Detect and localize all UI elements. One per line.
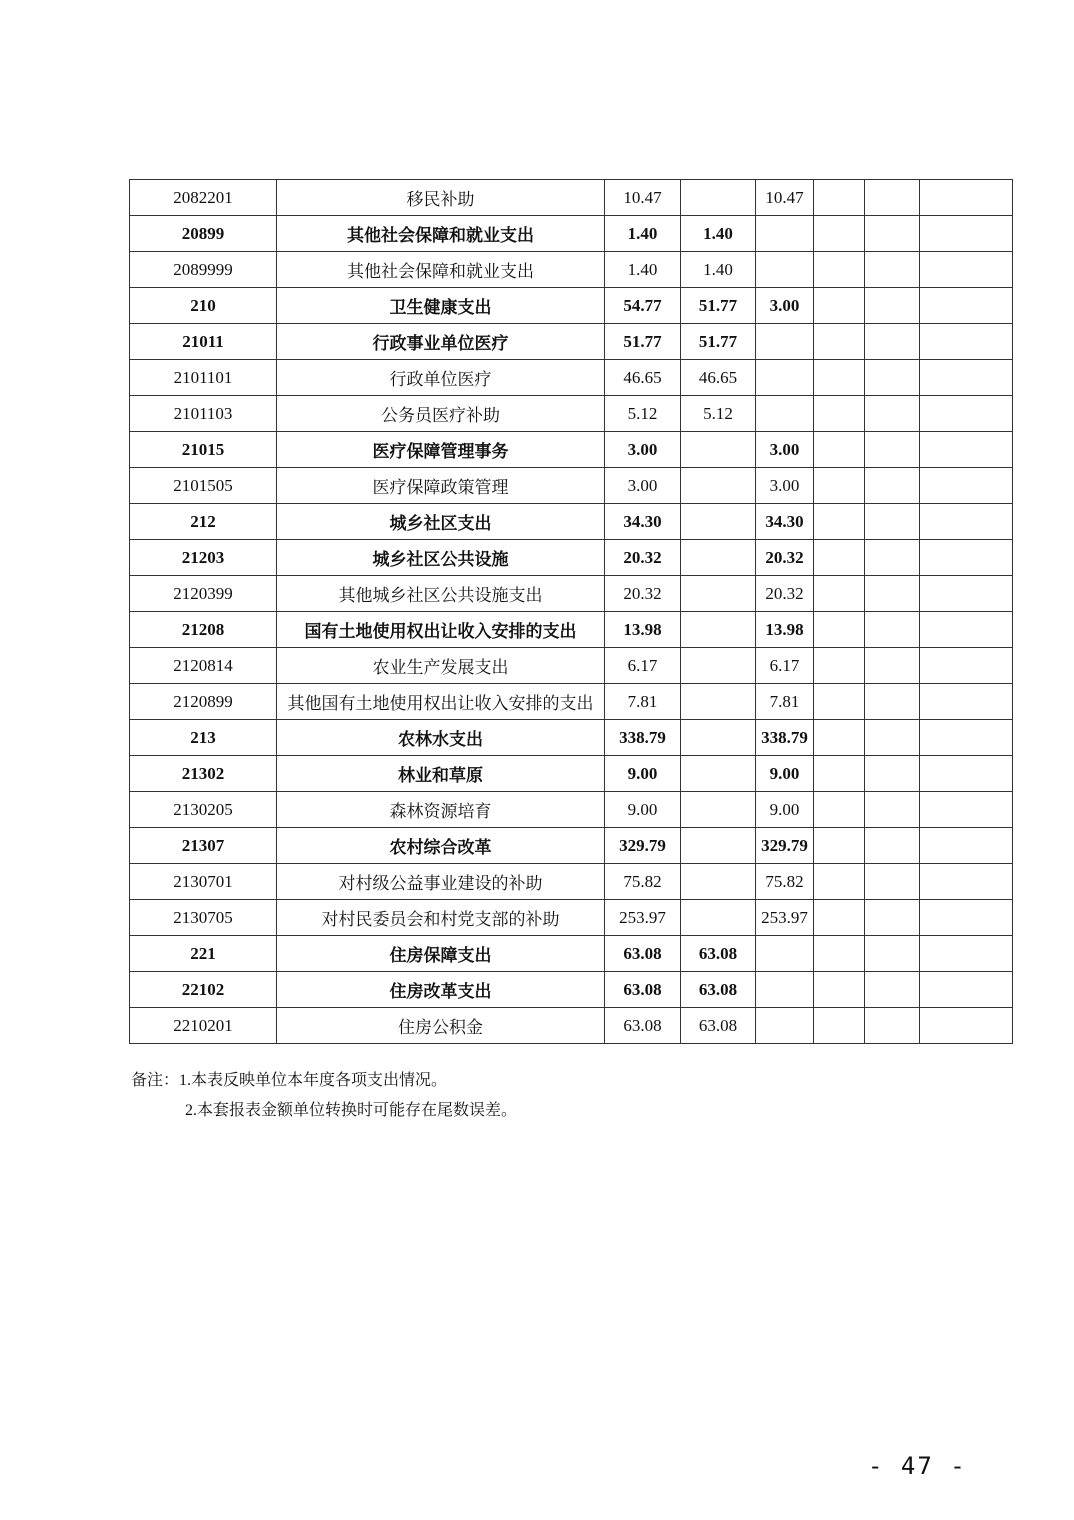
col4-cell: [814, 864, 865, 900]
col5-cell: [865, 936, 920, 972]
col4-cell: [814, 972, 865, 1008]
total-cell: 54.77: [605, 288, 681, 324]
total-cell: 63.08: [605, 936, 681, 972]
note-line-1: 备注：1.本表反映单位本年度各项支出情况。: [131, 1072, 448, 1089]
col4-cell: [814, 900, 865, 936]
code-cell: 2082201: [130, 180, 277, 216]
col5-cell: [865, 648, 920, 684]
name-cell: 森林资源培育: [277, 792, 605, 828]
basic-cell: [681, 540, 756, 576]
basic-cell: [681, 180, 756, 216]
col4-cell: [814, 720, 865, 756]
total-cell: 20.32: [605, 576, 681, 612]
col4-cell: [814, 828, 865, 864]
name-cell: 行政事业单位医疗: [277, 324, 605, 360]
col5-cell: [865, 504, 920, 540]
total-cell: 329.79: [605, 828, 681, 864]
col4-cell: [814, 468, 865, 504]
project-cell: [756, 936, 814, 972]
col6-cell: [920, 936, 1013, 972]
col4-cell: [814, 576, 865, 612]
table-body: [130, 180, 1013, 1044]
basic-cell: [681, 900, 756, 936]
code-cell: 2130705: [130, 900, 277, 936]
total-cell: 1.40: [605, 216, 681, 252]
code-cell: 2089999: [130, 252, 277, 288]
project-cell: [756, 324, 814, 360]
name-cell: 其他城乡社区公共设施支出: [277, 576, 605, 612]
table-row: [130, 684, 1013, 720]
table-row: [130, 792, 1013, 828]
table-row: [130, 252, 1013, 288]
table-row: [130, 756, 1013, 792]
code-cell: 21203: [130, 540, 277, 576]
project-cell: 10.47: [756, 180, 814, 216]
col6-cell: [920, 468, 1013, 504]
project-cell: 9.00: [756, 756, 814, 792]
col4-cell: [814, 1008, 865, 1044]
col5-cell: [865, 432, 920, 468]
code-cell: 210: [130, 288, 277, 324]
name-cell: 公务员医疗补助: [277, 396, 605, 432]
col4-cell: [814, 756, 865, 792]
project-cell: [756, 1008, 814, 1044]
project-cell: 34.30: [756, 504, 814, 540]
total-cell: 20.32: [605, 540, 681, 576]
table-row: [130, 396, 1013, 432]
col6-cell: [920, 720, 1013, 756]
col5-cell: [865, 1008, 920, 1044]
project-cell: 253.97: [756, 900, 814, 936]
table-row: [130, 1008, 1013, 1044]
project-cell: 7.81: [756, 684, 814, 720]
project-cell: 329.79: [756, 828, 814, 864]
project-cell: [756, 216, 814, 252]
col6-cell: [920, 648, 1013, 684]
project-cell: 3.00: [756, 432, 814, 468]
name-cell: 其他社会保障和就业支出: [277, 252, 605, 288]
col5-cell: [865, 864, 920, 900]
col4-cell: [814, 324, 865, 360]
total-cell: 9.00: [605, 756, 681, 792]
name-cell: 对村民委员会和村党支部的补助: [277, 900, 605, 936]
basic-cell: [681, 828, 756, 864]
note-line-2: 2.本套报表金额单位转换时可能存在尾数误差。: [185, 1102, 518, 1119]
col4-cell: [814, 648, 865, 684]
table-row: [130, 324, 1013, 360]
table-row: [130, 468, 1013, 504]
col5-cell: [865, 684, 920, 720]
total-cell: 3.00: [605, 432, 681, 468]
total-cell: 5.12: [605, 396, 681, 432]
basic-cell: [681, 792, 756, 828]
table-row: [130, 216, 1013, 252]
project-cell: [756, 396, 814, 432]
total-cell: 13.98: [605, 612, 681, 648]
total-cell: 7.81: [605, 684, 681, 720]
col4-cell: [814, 684, 865, 720]
code-cell: 21208: [130, 612, 277, 648]
col4-cell: [814, 504, 865, 540]
table-row: [130, 576, 1013, 612]
col5-cell: [865, 252, 920, 288]
col5-cell: [865, 360, 920, 396]
notes: [131, 1066, 517, 1126]
project-cell: [756, 360, 814, 396]
total-cell: 34.30: [605, 504, 681, 540]
project-cell: [756, 972, 814, 1008]
col5-cell: [865, 180, 920, 216]
col5-cell: [865, 324, 920, 360]
name-cell: 卫生健康支出: [277, 288, 605, 324]
col6-cell: [920, 324, 1013, 360]
name-cell: 农林水支出: [277, 720, 605, 756]
col5-cell: [865, 792, 920, 828]
code-cell: 2101505: [130, 468, 277, 504]
project-cell: 3.00: [756, 288, 814, 324]
code-cell: 212: [130, 504, 277, 540]
table-row: [130, 648, 1013, 684]
col4-cell: [814, 792, 865, 828]
project-cell: 338.79: [756, 720, 814, 756]
basic-cell: [681, 576, 756, 612]
project-cell: 20.32: [756, 576, 814, 612]
project-cell: 6.17: [756, 648, 814, 684]
project-cell: 20.32: [756, 540, 814, 576]
code-cell: 2130701: [130, 864, 277, 900]
name-cell: 移民补助: [277, 180, 605, 216]
basic-cell: [681, 720, 756, 756]
total-cell: 10.47: [605, 180, 681, 216]
name-cell: 城乡社区支出: [277, 504, 605, 540]
col5-cell: [865, 540, 920, 576]
name-cell: 医疗保障政策管理: [277, 468, 605, 504]
col5-cell: [865, 396, 920, 432]
col5-cell: [865, 216, 920, 252]
col4-cell: [814, 432, 865, 468]
project-cell: 3.00: [756, 468, 814, 504]
basic-cell: [681, 504, 756, 540]
col6-cell: [920, 828, 1013, 864]
col6-cell: [920, 576, 1013, 612]
code-cell: 2210201: [130, 1008, 277, 1044]
code-cell: 213: [130, 720, 277, 756]
code-cell: 2120399: [130, 576, 277, 612]
total-cell: 338.79: [605, 720, 681, 756]
basic-cell: [681, 684, 756, 720]
name-cell: 住房改革支出: [277, 972, 605, 1008]
code-cell: 21302: [130, 756, 277, 792]
total-cell: 253.97: [605, 900, 681, 936]
name-cell: 林业和草原: [277, 756, 605, 792]
name-cell: 其他社会保障和就业支出: [277, 216, 605, 252]
table-row: [130, 936, 1013, 972]
col4-cell: [814, 288, 865, 324]
col6-cell: [920, 504, 1013, 540]
col6-cell: [920, 792, 1013, 828]
col4-cell: [814, 216, 865, 252]
basic-cell: [681, 612, 756, 648]
col5-cell: [865, 288, 920, 324]
table-row: [130, 432, 1013, 468]
col4-cell: [814, 936, 865, 972]
col6-cell: [920, 972, 1013, 1008]
name-cell: 医疗保障管理事务: [277, 432, 605, 468]
total-cell: 75.82: [605, 864, 681, 900]
col6-cell: [920, 432, 1013, 468]
basic-cell: 51.77: [681, 324, 756, 360]
name-cell: 行政单位医疗: [277, 360, 605, 396]
project-cell: 13.98: [756, 612, 814, 648]
total-cell: 1.40: [605, 252, 681, 288]
code-cell: 21011: [130, 324, 277, 360]
total-cell: 3.00: [605, 468, 681, 504]
col5-cell: [865, 972, 920, 1008]
col4-cell: [814, 612, 865, 648]
project-cell: 9.00: [756, 792, 814, 828]
name-cell: 住房保障支出: [277, 936, 605, 972]
code-cell: 21015: [130, 432, 277, 468]
table-row: [130, 360, 1013, 396]
expenditure-table: [129, 179, 1013, 1044]
name-cell: 农村综合改革: [277, 828, 605, 864]
table-row: [130, 180, 1013, 216]
basic-cell: [681, 756, 756, 792]
basic-cell: 63.08: [681, 936, 756, 972]
basic-cell: 5.12: [681, 396, 756, 432]
table-row: [130, 972, 1013, 1008]
code-cell: 20899: [130, 216, 277, 252]
project-cell: 75.82: [756, 864, 814, 900]
col6-cell: [920, 540, 1013, 576]
basic-cell: 63.08: [681, 1008, 756, 1044]
code-cell: 2101103: [130, 396, 277, 432]
col6-cell: [920, 288, 1013, 324]
table-row: [130, 720, 1013, 756]
col5-cell: [865, 756, 920, 792]
total-cell: 9.00: [605, 792, 681, 828]
basic-cell: [681, 468, 756, 504]
basic-cell: 1.40: [681, 216, 756, 252]
table-row: [130, 828, 1013, 864]
col6-cell: [920, 684, 1013, 720]
code-cell: 2101101: [130, 360, 277, 396]
col5-cell: [865, 612, 920, 648]
project-cell: [756, 252, 814, 288]
table-row: [130, 288, 1013, 324]
code-cell: 2120899: [130, 684, 277, 720]
code-cell: 2120814: [130, 648, 277, 684]
col4-cell: [814, 396, 865, 432]
col6-cell: [920, 864, 1013, 900]
col4-cell: [814, 252, 865, 288]
col6-cell: [920, 180, 1013, 216]
name-cell: 住房公积金: [277, 1008, 605, 1044]
col6-cell: [920, 1008, 1013, 1044]
col5-cell: [865, 828, 920, 864]
col6-cell: [920, 252, 1013, 288]
table-row: [130, 540, 1013, 576]
table-row: [130, 900, 1013, 936]
col6-cell: [920, 612, 1013, 648]
col5-cell: [865, 720, 920, 756]
col5-cell: [865, 576, 920, 612]
basic-cell: 51.77: [681, 288, 756, 324]
basic-cell: 46.65: [681, 360, 756, 396]
basic-cell: 63.08: [681, 972, 756, 1008]
total-cell: 63.08: [605, 972, 681, 1008]
col6-cell: [920, 216, 1013, 252]
basic-cell: [681, 648, 756, 684]
table-row: [130, 504, 1013, 540]
col6-cell: [920, 900, 1013, 936]
table-row: [130, 612, 1013, 648]
col6-cell: [920, 360, 1013, 396]
table-row: [130, 864, 1013, 900]
col5-cell: [865, 900, 920, 936]
basic-cell: [681, 864, 756, 900]
col4-cell: [814, 540, 865, 576]
col6-cell: [920, 756, 1013, 792]
code-cell: 22102: [130, 972, 277, 1008]
page-number: - 47 -: [868, 1452, 967, 1480]
col6-cell: [920, 396, 1013, 432]
total-cell: 63.08: [605, 1008, 681, 1044]
total-cell: 46.65: [605, 360, 681, 396]
code-cell: 221: [130, 936, 277, 972]
name-cell: 对村级公益事业建设的补助: [277, 864, 605, 900]
name-cell: 其他国有土地使用权出让收入安排的支出: [277, 684, 605, 720]
col4-cell: [814, 180, 865, 216]
basic-cell: 1.40: [681, 252, 756, 288]
name-cell: 农业生产发展支出: [277, 648, 605, 684]
total-cell: 51.77: [605, 324, 681, 360]
total-cell: 6.17: [605, 648, 681, 684]
name-cell: 城乡社区公共设施: [277, 540, 605, 576]
col5-cell: [865, 468, 920, 504]
name-cell: 国有土地使用权出让收入安排的支出: [277, 612, 605, 648]
code-cell: 2130205: [130, 792, 277, 828]
code-cell: 21307: [130, 828, 277, 864]
basic-cell: [681, 432, 756, 468]
col4-cell: [814, 360, 865, 396]
